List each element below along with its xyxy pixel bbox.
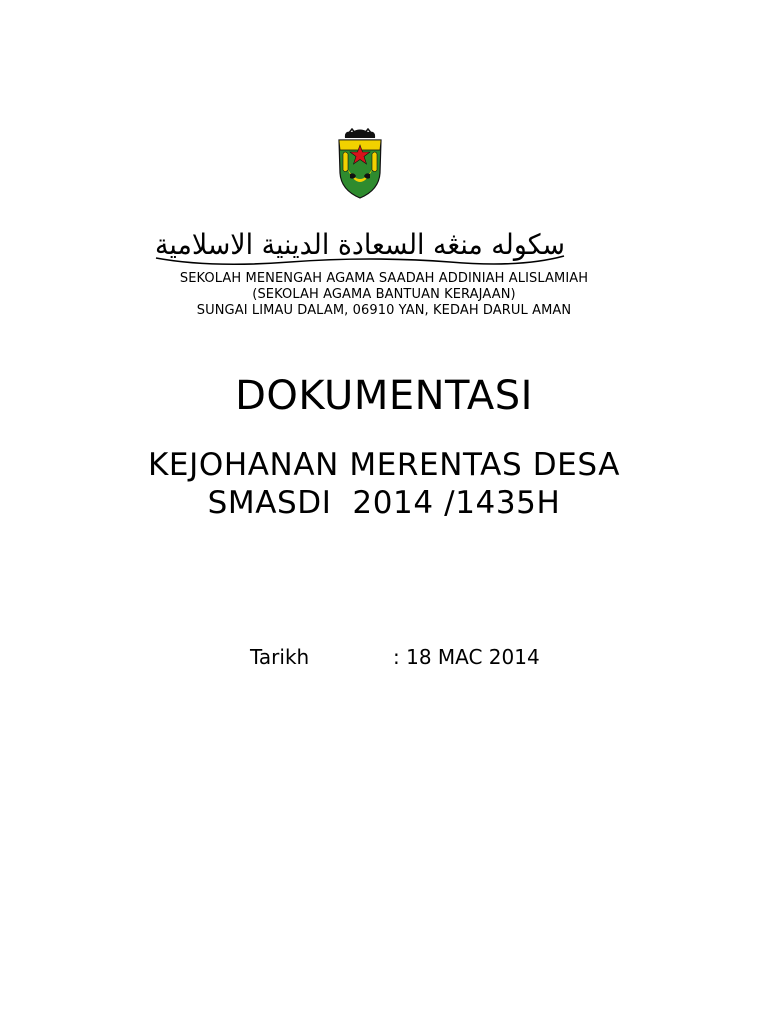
- school-name: SEKOLAH MENENGAH AGAMA SAADAH ADDINIAH ALISLAMIAH: [179, 271, 589, 286]
- document-title: DOKUMENTASI: [235, 373, 533, 419]
- svg-text:سكوله منڠه السعادة الدينية الا: سكوله منڠه السعادة الدينية الاسلامية: [155, 228, 565, 261]
- school-crest-icon: [334, 128, 386, 200]
- school-type: (SEKOLAH AGAMA BANTUAN KERAJAAN): [252, 287, 516, 302]
- date-label: Tarikh: [250, 645, 310, 669]
- event-year: SMASDI 2014 /1435H: [207, 485, 561, 521]
- school-address: SUNGAI LIMAU DALAM, 06910 YAN, KEDAH DARUL AMAN: [196, 303, 572, 318]
- arabic-calligraphy-logo: [150, 218, 570, 270]
- date-value: : 18 MAC 2014: [393, 645, 540, 669]
- event-subtitle: [0, 446, 768, 522]
- school-info: [0, 271, 768, 319]
- event-name: KEJOHANAN MERENTAS DESA: [147, 447, 621, 483]
